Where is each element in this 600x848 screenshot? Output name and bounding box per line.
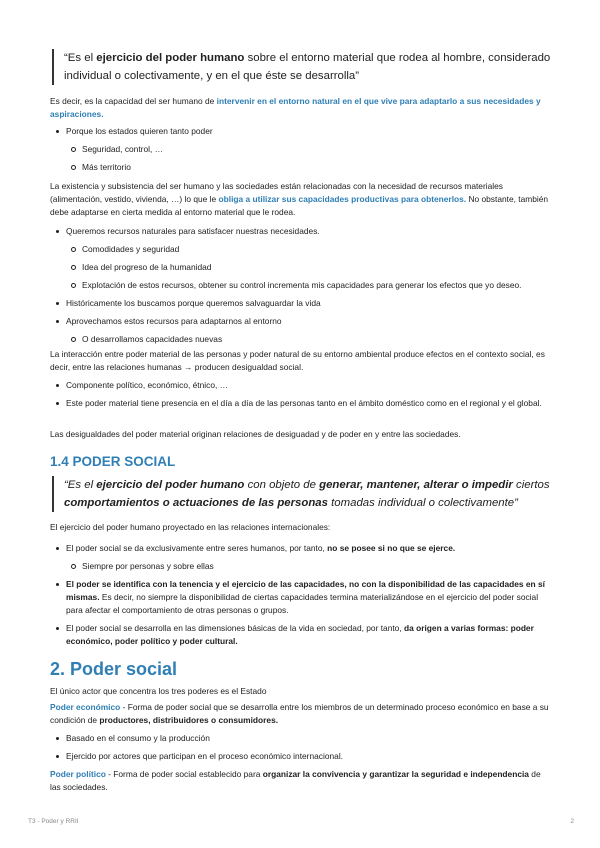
list-material-power	[50, 379, 550, 410]
list-item: El poder social se desarrolla en las dimensiones básicas de la vida en sociedad, por tanto, da origen a varias formas: poder económico, poder político y poder cultural.	[50, 622, 550, 648]
list-subitem: Comodidades y seguridad	[50, 243, 550, 256]
list-subitem: Más territorio	[50, 161, 550, 174]
arrow-icon: →	[184, 362, 193, 372]
list-subitem: Idea del progreso de la humanidad	[50, 261, 550, 274]
list-item: El poder social se da exclusivamente entre seres humanos, por tanto, no se posee si no que se ejerce.	[50, 542, 550, 555]
list-subitem: O desarrollamos capacidades nuevas	[50, 333, 550, 346]
footer-title: T3 - Poder y RRII	[28, 818, 79, 825]
list-item: Porque los estados quieren tanto poder	[50, 125, 550, 138]
list-item: Ejercido por actores que participan en el proceso económico internacional.	[50, 750, 550, 763]
paragraph-state: El único actor que concentra los tres poderes es el Estado	[50, 686, 267, 696]
term-economic-power: Poder económico	[50, 702, 121, 712]
paragraph-capacity: Es decir, es la capacidad del ser humano de intervenir en el entorno natural en el que vive para adaptarlo a sus necesidades y aspiraciones.	[50, 96, 541, 119]
quote-text: “Es el ejercicio del poder humano sobre el entorno material que rodea al hombre, considerado individual o colectivamente, y en el que éste se desarrolla”	[64, 52, 551, 82]
paragraph-economic-power: Poder económico - Forma de poder social que se desarrolla entre los miembros de un determinado proceso económico en base a su condición de productores, distribuidores o consumidores.	[50, 702, 549, 725]
list-item: Históricamente los buscamos porque queremos salvaguardar la vida	[50, 297, 550, 310]
paragraph-interaction: La interacción entre poder material de las personas y poder natural de su entorno ambiental produce efectos en el contexto social, es decir, entre las relaciones humanas → producen desigualdad social.	[50, 349, 545, 372]
paragraph-resources: La existencia y subsistencia del ser humano y las sociedades están relacionadas con la necesidad de recursos materiales (alimentación, vestido, vivienda, …) lo que le obliga a utilizar sus capacidades productivas para obtenerlos. No obstante, también debe adaptarse en cierta medida al entorno material que le rodea.	[50, 181, 549, 217]
list-subitem: Explotación de estos recursos, obtener su control incrementa mis capacidades para generar los efectos que yo deseo.	[50, 279, 550, 292]
list-item: Queremos recursos naturales para satisfacer nuestras necesidades.	[50, 225, 550, 238]
list-item: Basado en el consumo y la producción	[50, 732, 550, 745]
list-subitem: Siempre por personas y sobre ellas	[50, 560, 550, 573]
section-heading-1-4: 1.4 PODER SOCIAL	[50, 454, 176, 469]
list-item: Aprovechamos estos recursos para adaptarnos al entorno	[50, 315, 550, 328]
section-heading-2: 2. Poder social	[50, 659, 178, 679]
list-states-power	[50, 125, 550, 174]
list-item: Este poder material tiene presencia en el día a día de las personas tanto en el ámbito doméstico como en el regional y el global.	[50, 397, 550, 410]
quote-text: “Es el ejercicio del poder humano con objeto de generar, mantener, alterar o impedir ciertos comportamientos o actuaciones de las personas tomadas individual o colectivamente”	[64, 479, 550, 509]
list-economic-power	[50, 732, 550, 763]
list-subitem: Seguridad, control, …	[50, 143, 550, 156]
list-item: Componente político, económico, étnico, …	[50, 379, 550, 392]
list-item: El poder se identifica con la tenencia y el ejercicio de las capacidades, no con la disponibilidad de las capacidades en sí mismas. Es decir, no siempre la disponibilidad de ciertas capacidades termina materializándose en el ejercicio del poder social para afectar el comportamiento de otras personas o grupos.	[50, 578, 550, 617]
social-power-quote	[52, 476, 554, 512]
definition-quote	[52, 49, 554, 85]
list-natural-resources	[50, 225, 550, 346]
paragraph-inequality: Las desigualdades del poder material originan relaciones de desiguadad y de poder en y entre las sociedades.	[50, 429, 461, 439]
page-number: 2	[570, 818, 574, 825]
paragraph-projection: El ejercicio del poder humano proyectado en las relaciones internacionales:	[50, 522, 331, 532]
page-footer	[28, 818, 574, 825]
paragraph-political-power: Poder político - Forma de poder social establecido para organizar la convivencia y garantizar la seguridad e independencia de las sociedades.	[50, 769, 541, 792]
list-social-power	[50, 542, 550, 648]
term-political-power: Poder político	[50, 769, 106, 779]
